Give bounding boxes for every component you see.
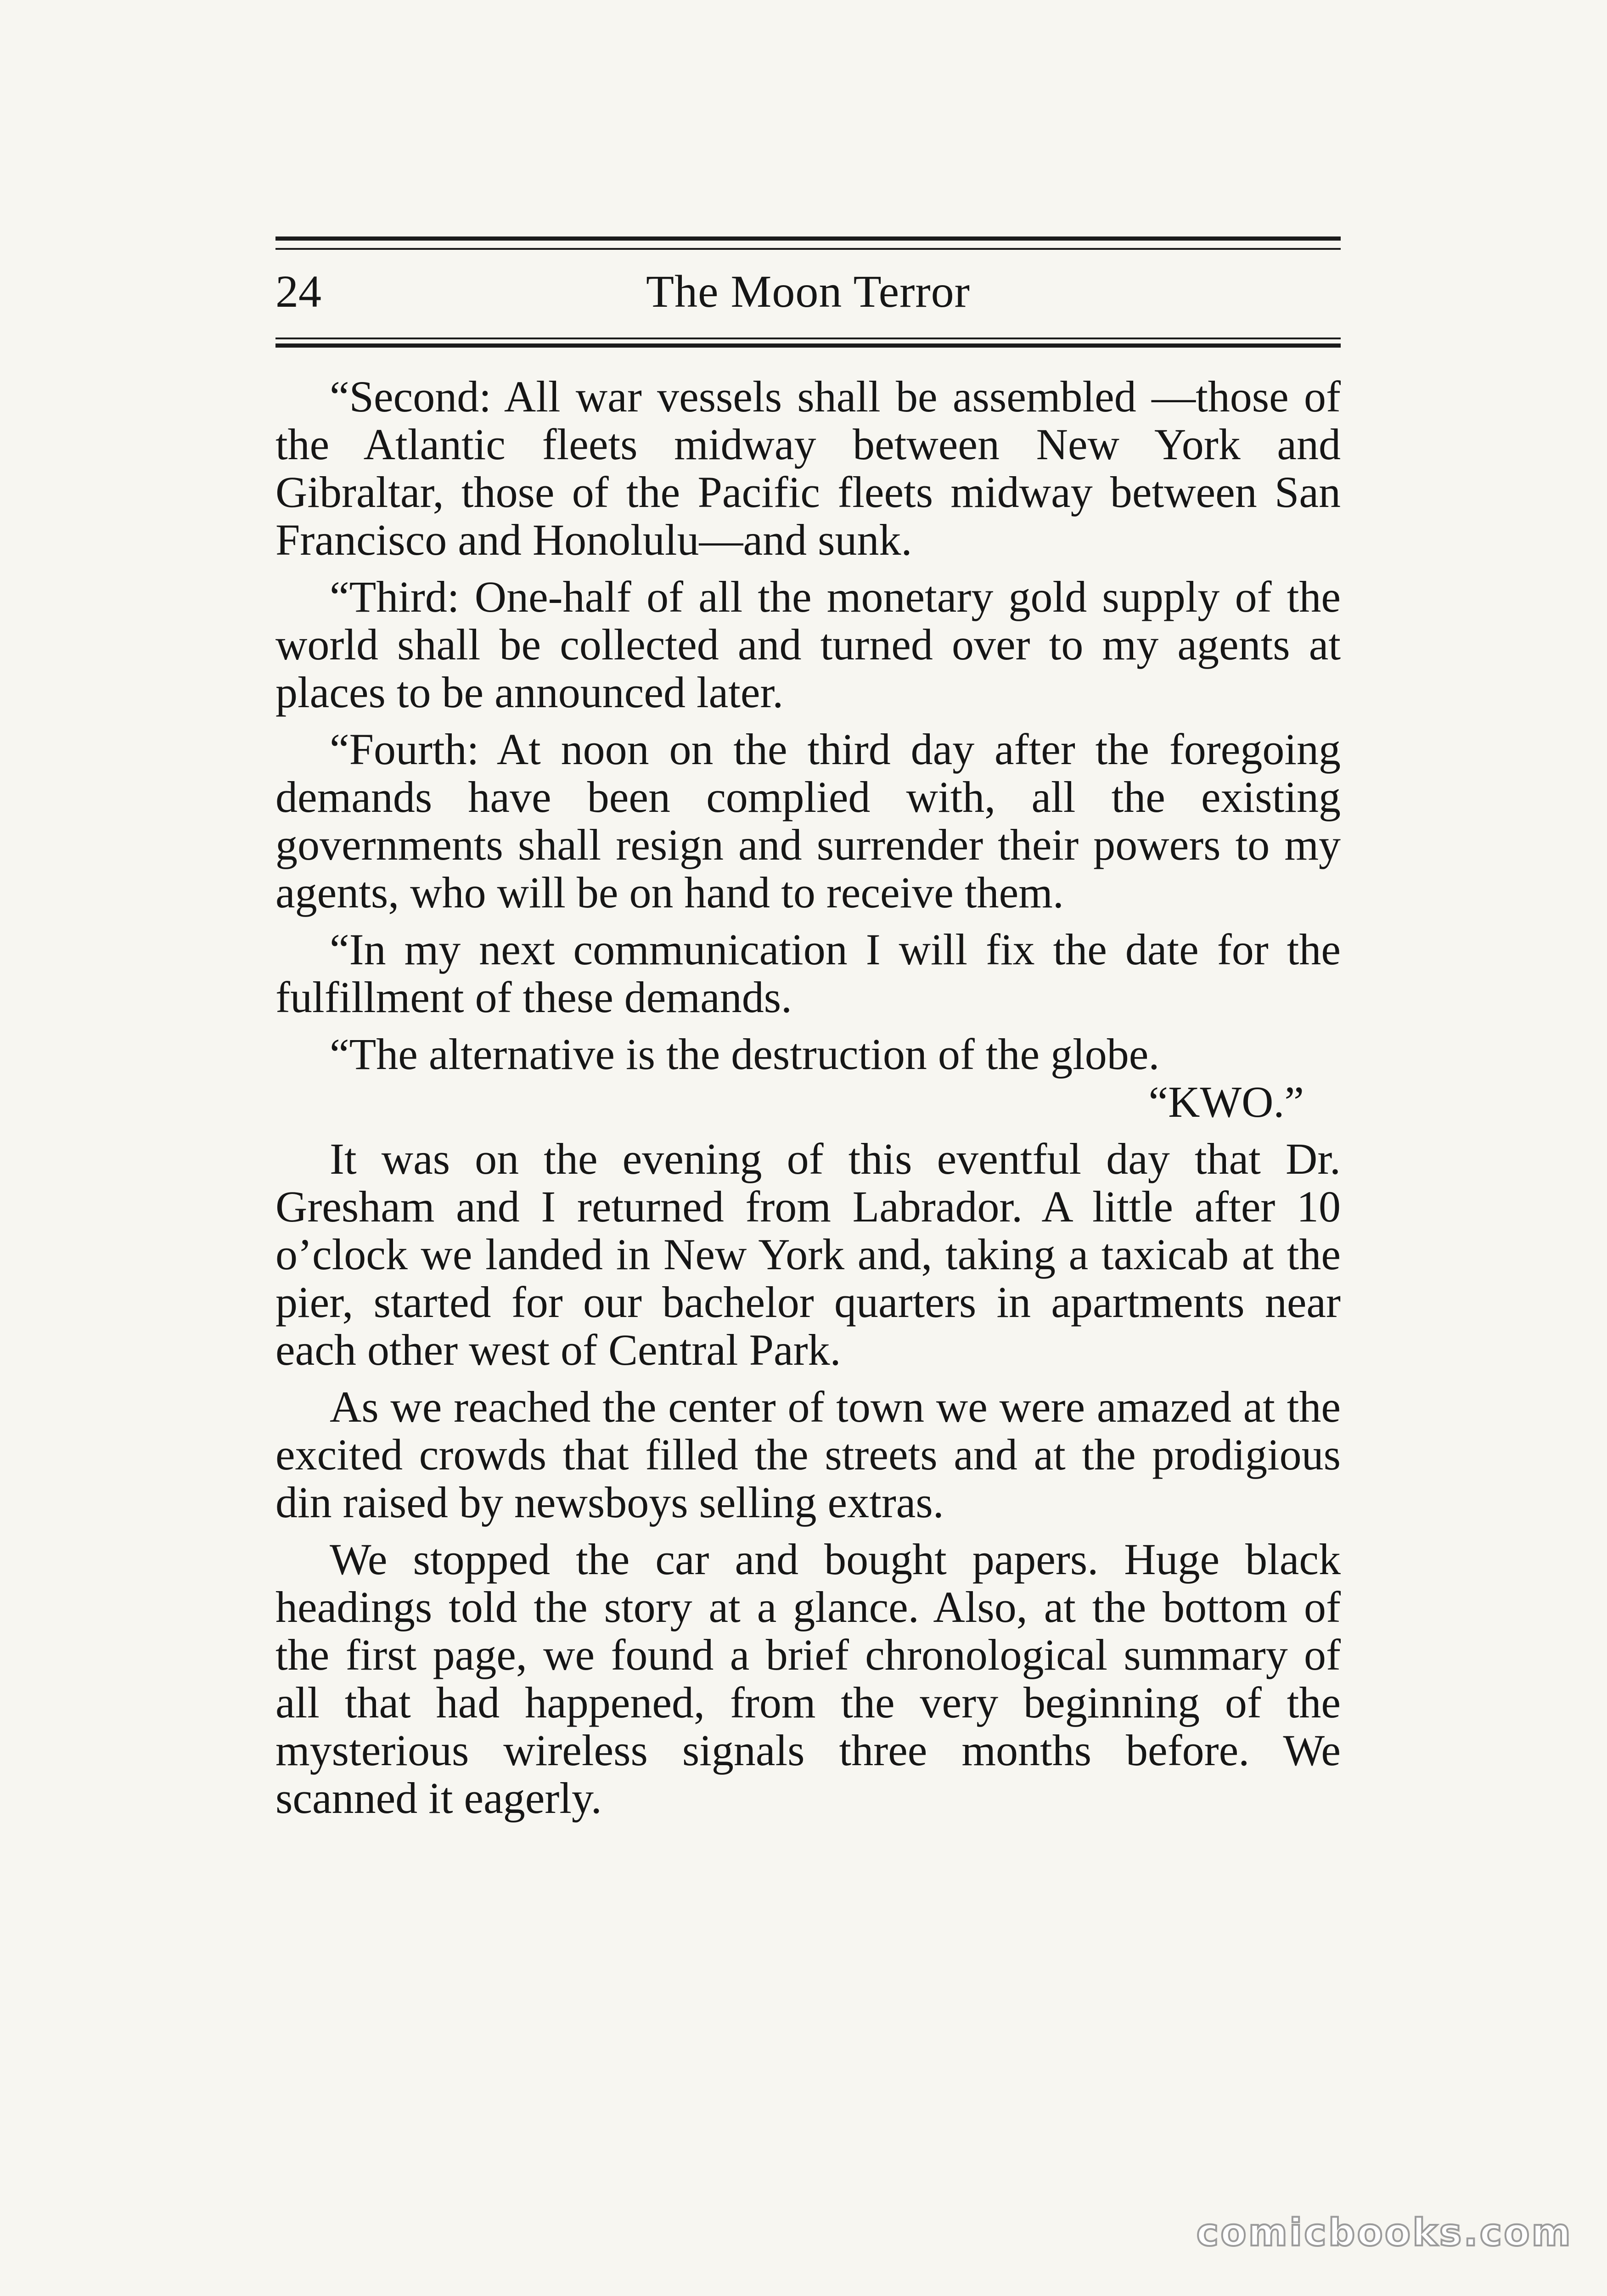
running-title: The Moon Terror [646, 266, 970, 317]
signature-kwo: “KWO.” [1148, 1077, 1304, 1126]
paragraph-excited-crowds: As we reached the center of town we were amazed at the excited crowds that filled the streets and at the prodigious din raised by newsboys selling extras. [275, 1382, 1341, 1527]
signature-line [275, 1078, 1341, 1126]
paragraph-next-communication: “In my next communication I will fix the date for the fulfillment of these demands. [275, 925, 1341, 1022]
paragraph-bought-papers: We stopped the car and bought papers. Huge black headings told the story at a glance. Also, at the bottom of the first page, we found a brief chronological summary of all that had happened, from the very beginning of the mysterious wireless signals three months before. We scanned it eagerly. [275, 1535, 1341, 1823]
header-rule-top-thick [275, 236, 1341, 241]
paragraph-return-from-labrador: It was on the evening of this eventful day that Dr. Gresham and I returned from Labrador. A little after 10 o’clock we landed in New York and, taking a taxicab at the pier, started for our bachelor quarters in apartments near each other west of Central Park. [275, 1134, 1341, 1374]
paragraph-fourth-demand: “Fourth: At noon on the third day after the foregoing demands have been complied with, all the existing governments shall resign and surrender their powers to my agents, who will be on hand to receive them. [275, 725, 1341, 917]
paragraph-alternative: “The alternative is the destruction of the globe. [330, 1030, 1160, 1079]
paragraph-third-demand: “Third: One-half of all the monetary gold supply of the world shall be collected and turned over to my agents at places to be announced later. [275, 572, 1341, 717]
paragraph-second-demand: “Second: All war vessels shall be assembled —those of the Atlantic fleets midway between New York and Gibraltar, those of the Pacific fleets midway between San Francisco and Honolulu—and sunk. [275, 372, 1341, 564]
page-header [275, 264, 1341, 319]
page-number: 24 [275, 266, 321, 317]
header-rule-top-thin [275, 248, 1341, 250]
body-text [275, 373, 1341, 1831]
header-rule-bottom-thin [275, 338, 1341, 339]
watermark-logo: comicbooks.com [1196, 2211, 1573, 2255]
header-rule-bottom-thick [275, 343, 1341, 348]
